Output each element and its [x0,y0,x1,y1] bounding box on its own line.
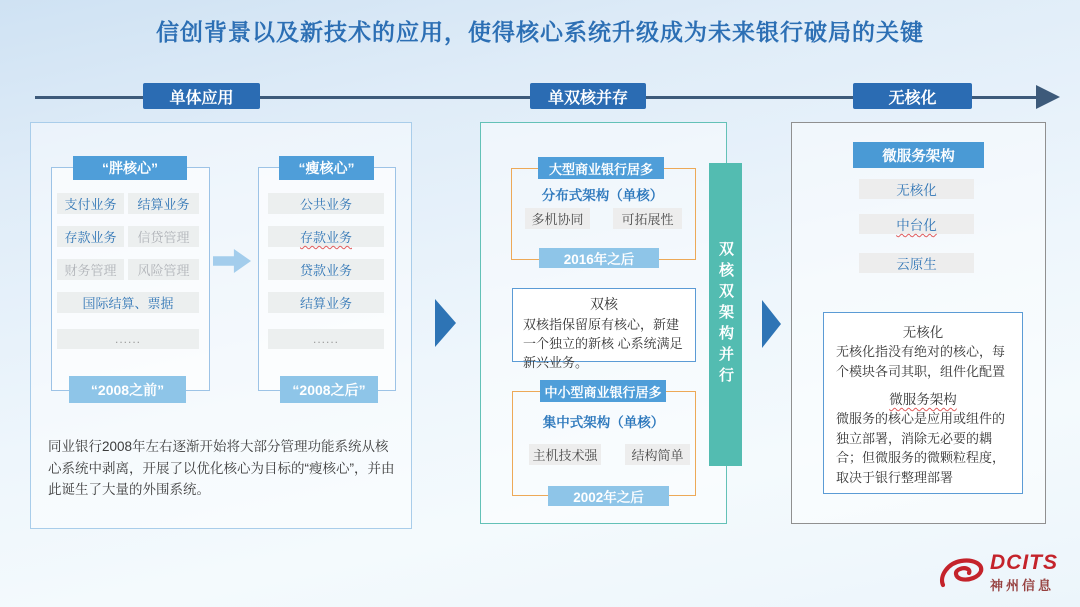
dual-core-parallel-banner [709,163,742,466]
timeline-stage-coreless: 无核化 [853,83,972,109]
timeline-arrow-right-icon [1036,85,1060,109]
thin-core-item: 贷款业务 [268,259,384,280]
timeline-stage-dual-core: 单双核并存 [530,83,646,109]
small-banks-period: 2002年之后 [548,486,669,506]
panel-monolithic [30,122,412,529]
microservice-title: 微服务架构 [889,392,957,407]
small-banks-architecture: 集中式架构（单核） [542,415,665,430]
large-banks-feature: 多机协同 [525,208,590,229]
fat-core-item: 支付业务 [57,193,124,214]
large-banks-period: 2016年之后 [539,248,659,268]
panel-dual-core [480,122,727,524]
thin-core-item: 结算业务 [268,292,384,313]
microservice-header: 微服务架构 [853,142,984,168]
fat-core-item: 结算业务 [128,193,199,214]
left-panel-note: 同业银行2008年左右逐渐开始将大部分管理功能系统从核心系统中剥离，开展了以优化核心为目标的“瘦核心”，并由此诞生了大量的外围系统。 [48,439,395,498]
small-banks-feature: 结构简单 [625,444,690,465]
microservice-item: 中台化 [859,214,974,234]
logo [938,552,1058,594]
dual-core-parallel-label: 双核双架构并行 [717,241,734,388]
fat-to-thin-arrow-icon [213,249,251,273]
microservice-item: 云原生 [859,253,974,273]
dcits-swirl-icon [938,554,986,592]
no-core-description: 无核化指没有绝对的核心，每个模块各司其职，组件化配置 [836,344,1006,379]
microservice-item: 无核化 [859,179,974,199]
microservice-description: 微服务的核心是应用或组件的独立部署，消除无必要的耦合；但微服务的微颗粒程度，取决于银行整理部署 [836,411,1006,485]
logo-text [990,552,1058,594]
logo-company: 神州信息 [990,578,1055,593]
fat-core-ellipsis: ...... [57,329,199,349]
dual-core-title: 双核 [590,296,618,312]
large-banks-architecture: 分布式架构（单核） [541,188,664,203]
fat-core-header: “胖核心” [73,156,187,180]
page-title: 信创背景以及新技术的应用，使得核心系统升级成为未来银行破局的关键 [156,19,924,45]
dual-core-box [512,288,696,370]
panel-coreless [791,122,1046,524]
large-banks-feature: 可拓展性 [613,208,682,229]
fat-core-period: “2008之前” [69,376,186,403]
dual-core-description: 双核指保留原有核心，新建一个独立的新核 心系统满足新兴业务。 [523,317,683,370]
fat-core-item: 财务管理 [57,259,124,280]
flow-arrow-left-to-mid-icon [435,299,456,347]
small-banks-feature: 主机技术强 [529,444,601,465]
fat-core-item-wide: 国际结算、票据 [57,292,199,313]
fat-core-item: 信贷管理 [128,226,199,247]
timeline-stage-monolithic: 单体应用 [143,83,260,109]
thin-core-period: “2008之后” [280,376,378,403]
flow-arrow-mid-to-right-icon [762,300,781,348]
thin-core-header: “瘦核心” [279,156,374,180]
small-banks-header: 中小型商业银行居多 [540,380,666,402]
thin-core-item: 存款业务 [268,226,384,247]
logo-brand: DCITS [990,551,1058,574]
coreless-detail-box [823,312,1023,494]
thin-core-item: 公共业务 [268,193,384,214]
thin-core-ellipsis: ...... [268,329,384,349]
no-core-title: 无核化 [902,325,944,340]
large-banks-header: 大型商业银行居多 [538,157,664,179]
fat-core-item: 存款业务 [57,226,124,247]
fat-core-item: 风险管理 [128,259,199,280]
